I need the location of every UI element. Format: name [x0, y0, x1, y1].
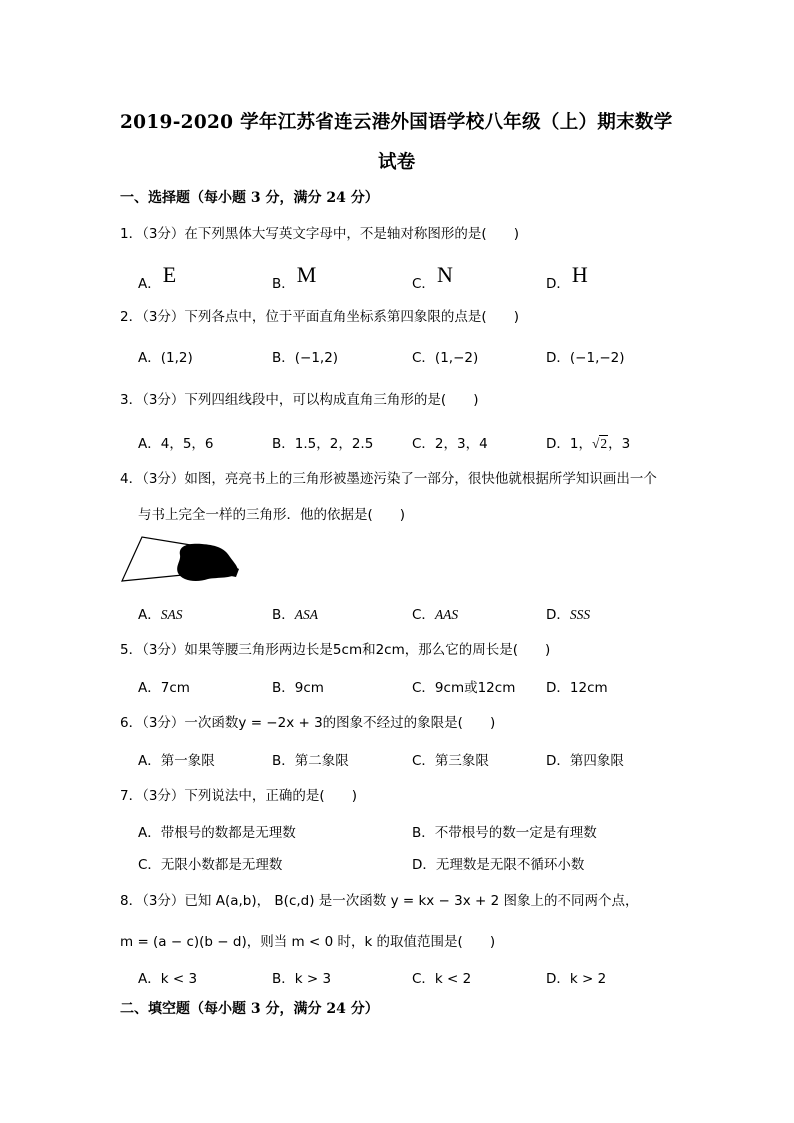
question-8-stem-line2: m = (a − c)(b − d)，则当 m < 0 时，k 的取值范围是( )	[120, 934, 496, 950]
q4-option-d: D．SSS	[546, 607, 591, 623]
q5-option-d: D．12cm	[546, 680, 608, 696]
q7-option-c: C．无限小数都是无理数	[138, 857, 283, 873]
q2-option-b: B．(−1,2)	[272, 350, 339, 366]
q6-option-b: B．第二象限	[272, 753, 349, 769]
q1-option-b: B．M	[272, 262, 317, 292]
question-8-stem-line1: 8．（3分）已知 A(a,b)， B(c,d) 是一次函数 y = kx − 3x + 2 图象上的不同两个点，	[120, 893, 639, 909]
q5-option-b: B．9cm	[272, 680, 324, 696]
question-6-stem: 6．（3分）一次函数y = −2x + 3的图象不经过的象限是( )	[120, 715, 496, 731]
section-heading-choice: 一、选择题（每小题 3 分，满分 24 分）	[120, 190, 379, 206]
q3-option-b: B．1.5，2，2.5	[272, 436, 374, 452]
question-5-stem: 5．（3分）如果等腰三角形两边长是5cm和2cm，那么它的周长是( )	[120, 642, 551, 658]
paper-title-line1: 2019-2020 学年江苏省连云港外国语学校八年级（上）期末数学	[120, 112, 673, 133]
q2-option-d: D．(−1,−2)	[546, 350, 625, 366]
q6-option-d: D．第四象限	[546, 753, 624, 769]
question-2-stem: 2．（3分）下列各点中，位于平面直角坐标系第四象限的点是( )	[120, 309, 519, 325]
q2-option-a: A．(1,2)	[138, 350, 193, 366]
question-4-stem-line1: 4．（3分）如图，亮亮书上的三角形被墨迹污染了一部分，很快他就根据所学知识画出一个	[120, 471, 657, 487]
q1-option-d: D．H	[546, 262, 588, 292]
sqrt-symbol: √2	[591, 436, 608, 451]
q8-option-b: B．k > 3	[272, 971, 332, 987]
paper-title-line2: 试卷	[378, 152, 416, 173]
question-1-stem: 1．（3分）在下列黑体大写英文字母中，不是轴对称图形的是( )	[120, 226, 519, 242]
q1-letter-n: N	[436, 262, 453, 287]
q1-option-c: C．N	[412, 262, 453, 292]
q4-option-b: B．ASA	[272, 607, 319, 623]
q5-option-a: A．7cm	[138, 680, 190, 696]
q3-option-d: D．1，√2，3	[546, 436, 631, 452]
q8-option-d: D．k > 2	[546, 971, 607, 987]
ink-stained-triangle-figure	[118, 535, 248, 587]
section-heading-fill-in: 二、填空题（每小题 3 分，满分 24 分）	[120, 1001, 379, 1017]
q7-option-d: D．无理数是无限不循环小数	[412, 857, 585, 873]
q4-option-c: C．AAS	[412, 607, 459, 623]
q8-option-a: A．k < 3	[138, 971, 198, 987]
q7-option-b: B．不带根号的数一定是有理数	[412, 825, 597, 841]
question-4-stem-line2: 与书上完全一样的三角形．他的依据是( )	[138, 507, 406, 523]
q2-option-c: C．(1,−2)	[412, 350, 479, 366]
q1-letter-e: E	[162, 262, 177, 287]
q7-option-a: A．带根号的数都是无理数	[138, 825, 296, 841]
q3-option-a: A．4，5，6	[138, 436, 214, 452]
q5-option-c: C．9cm或12cm	[412, 680, 516, 696]
q1-option-a: A．E	[138, 262, 177, 292]
q1-letter-m: M	[296, 262, 317, 287]
q3-option-c: C．2，3，4	[412, 436, 488, 452]
q1-letter-h: H	[571, 262, 588, 287]
q6-option-c: C．第三象限	[412, 753, 489, 769]
q4-option-a: A．SAS	[138, 607, 183, 623]
q6-option-a: A．第一象限	[138, 753, 215, 769]
question-7-stem: 7．（3分）下列说法中，正确的是( )	[120, 788, 357, 804]
q8-option-c: C．k < 2	[412, 971, 472, 987]
question-3-stem: 3．（3分）下列四组线段中，可以构成直角三角形的是( )	[120, 392, 479, 408]
